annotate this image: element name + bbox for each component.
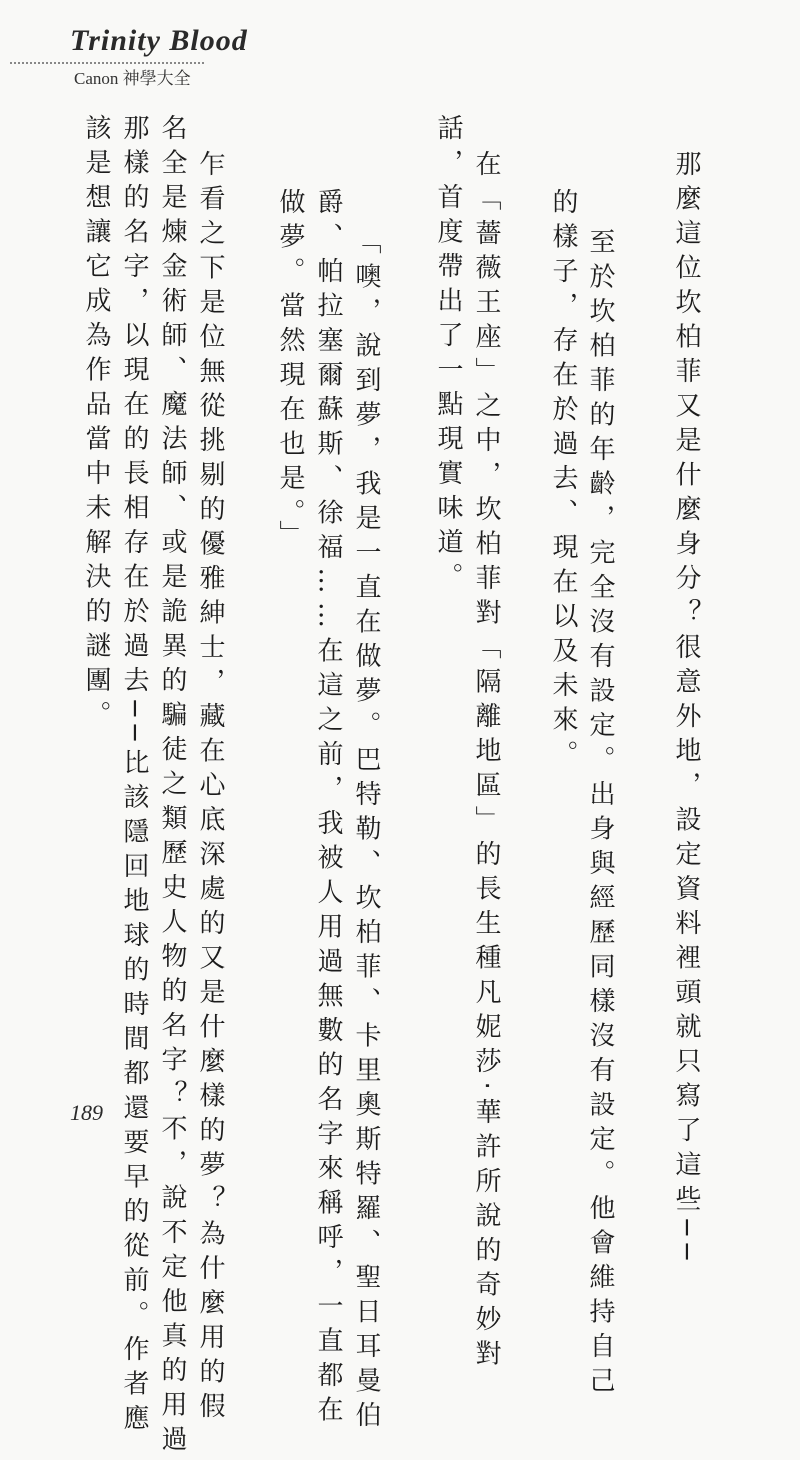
text-column-5: 話，首度帶出了一點現實味道。 — [433, 114, 463, 597]
text-column-4: 在「薔薇王座」之中，坎柏菲對「隔離地區」的長生種凡妮莎‧華許所說的奇妙對 — [471, 150, 501, 1375]
running-header-title: Trinity Blood — [70, 24, 248, 57]
text-column-1: 那麼這位坎柏菲又是什麼身分？很意外地，設定資料裡頭就只寫了這些── — [671, 150, 701, 1268]
text-column-12: 該是想讓它成為作品當中未解決的謎團。 — [81, 114, 111, 735]
text-column-8: 做夢。當然現在也是。」 — [275, 188, 305, 555]
page-number: 189 — [70, 1100, 103, 1125]
text-column-9: 乍看之下是位無從挑剔的優雅紳士，藏在心底深處的又是什麼樣的夢？為什麼用的假 — [195, 150, 225, 1427]
text-column-7: 爵、帕拉塞爾蘇斯、徐福……在這之前，我被人用過無數的名字來稱呼，一直都在 — [313, 188, 343, 1430]
running-header-subtitle: Canon 神學大全 — [74, 69, 191, 88]
text-column-11: 那樣的名字，以現在的長相存在於過去──比該隱回地球的時間都還要早的從前。作者應 — [119, 114, 149, 1439]
text-column-10: 名全是煉金術師、魔法師、或是詭異的騙徒之類歷史人物的名字？不，說不定他真的用過 — [157, 114, 187, 1460]
text-column-3: 的樣子，存在於過去、現在以及未來。 — [548, 188, 578, 775]
text-column-6: 「噢，說到夢，我是一直在做夢。巴特勒、坎柏菲、卡里奧斯特羅、聖日耳曼伯 — [351, 228, 381, 1436]
text-column-2: 至於坎柏菲的年齡，完全沒有設定。出身與經歷同樣沒有設定。他會維持自己 — [585, 228, 615, 1401]
